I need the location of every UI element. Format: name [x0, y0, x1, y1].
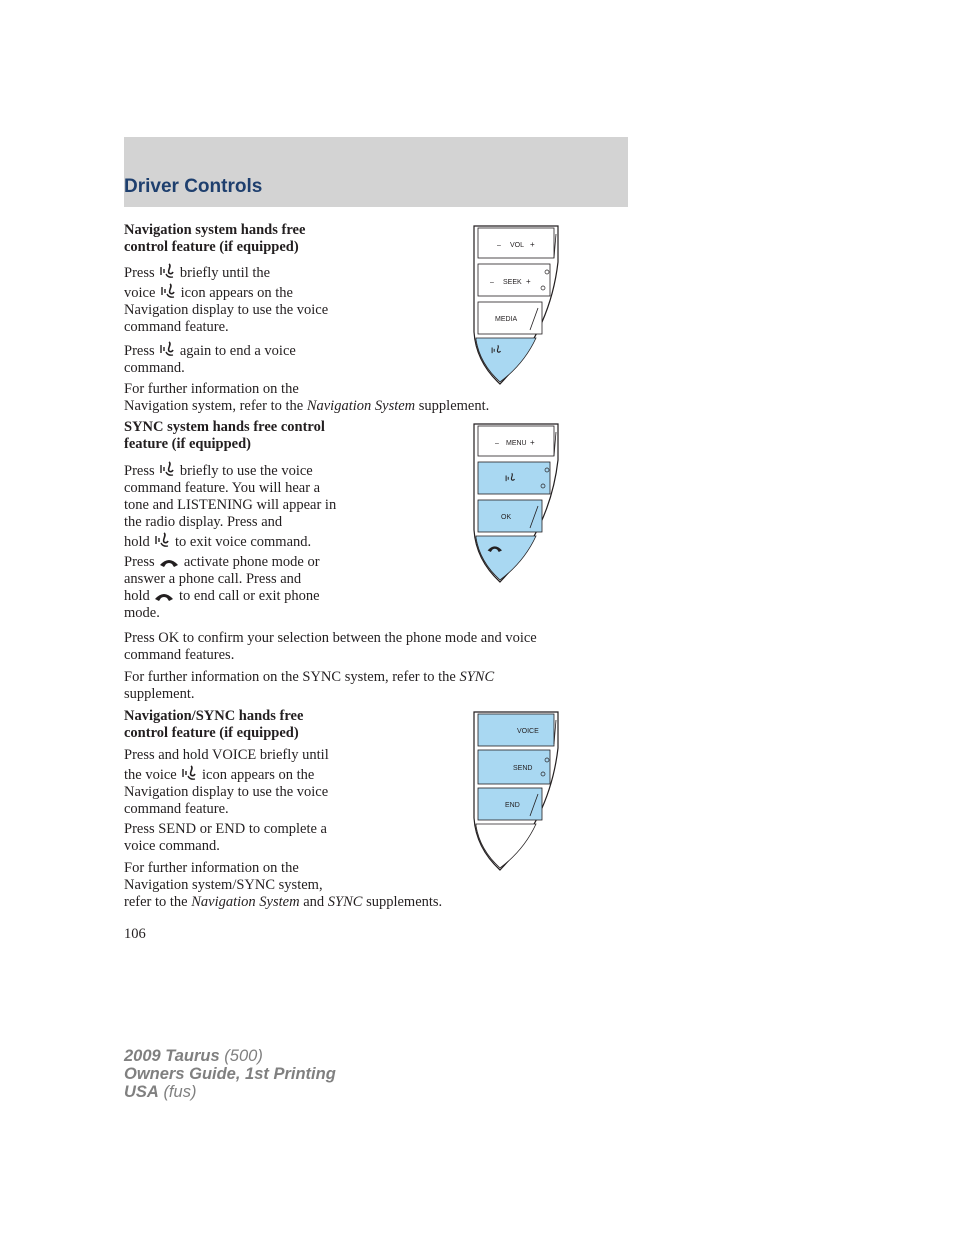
page-title: Driver Controls [124, 176, 263, 197]
section1-paragraph-3: For further information on the Navigation system, refer to the Navigation System supplement. [124, 381, 490, 414]
svg-text:+: + [530, 438, 535, 447]
steering-controls-panel-sync [470, 420, 566, 586]
voice-command-icon [153, 531, 171, 549]
section3-paragraph-2: Press SEND or END to complete a voice command. [124, 821, 327, 854]
section2-paragraph-4: For further information on the SYNC system, refer to the SYNC supplement. [124, 669, 495, 702]
steering-controls-panel-navigation [470, 222, 566, 388]
voice-command-icon [158, 340, 176, 358]
voice-command-icon [159, 282, 177, 300]
seek-label: SEEK [503, 279, 522, 286]
phone-button[interactable] [476, 536, 536, 580]
steering-controls-panel-navigation-sync [470, 708, 566, 874]
voice-button[interactable] [478, 462, 550, 494]
voice-command-icon [158, 262, 176, 280]
voice-command-icon [158, 460, 176, 478]
ok-label: OK [501, 514, 512, 521]
section1-paragraph-2: Press again to end a voice command. [124, 340, 374, 377]
svg-text:–: – [495, 440, 499, 447]
section2-paragraph-3: Press OK to confirm your selection between the phone mode and voice command features. [124, 630, 537, 663]
end-label: END [505, 802, 520, 809]
section3-paragraph-3: For further information on the Navigation system/SYNC system, refer to the Navigation System and SYNC supplements. [124, 860, 443, 910]
footer: 2009 Taurus (500) Owners Guide, 1st Printing USA (fus) [124, 1047, 336, 1101]
section1-paragraph-1: Press briefly until the voice icon appears on the Navigation display to use the voice command feature. [124, 262, 374, 336]
page-number: 106 [124, 926, 146, 942]
voice-command-icon [180, 764, 198, 782]
svg-text:+: + [526, 277, 531, 286]
section2-heading: SYNC system hands free control feature (if equipped) [124, 419, 325, 452]
phone-icon [158, 557, 180, 569]
svg-text:+: + [530, 240, 535, 249]
phone-icon [153, 591, 175, 603]
vol-label: VOL [510, 242, 525, 249]
svg-text:–: – [490, 279, 494, 286]
svg-text:–: – [497, 242, 501, 249]
voice-label: VOICE [517, 728, 539, 735]
menu-label: MENU [506, 440, 527, 447]
section3-heading: Navigation/SYNC hands free control feature (if equipped) [124, 708, 304, 741]
section2-paragraph-1: Press briefly to use the voice command feature. You will hear a tone and LISTENING will appear in the radio display. Press and hold to exit voice command. [124, 460, 384, 551]
section3-paragraph-1: Press and hold VOICE briefly until the voice icon appears on the Navigation display to use the voice command feature. [124, 747, 329, 817]
media-label: MEDIA [495, 316, 518, 323]
send-label: SEND [513, 765, 533, 772]
voice-button[interactable] [478, 714, 554, 746]
section2-paragraph-2: Press activate phone mode or answer a phone call. Press and hold to end call or exit phone mode. [124, 554, 320, 621]
voice-button[interactable] [476, 338, 536, 382]
section1-heading: Navigation system hands free control feature (if equipped) [124, 222, 306, 255]
